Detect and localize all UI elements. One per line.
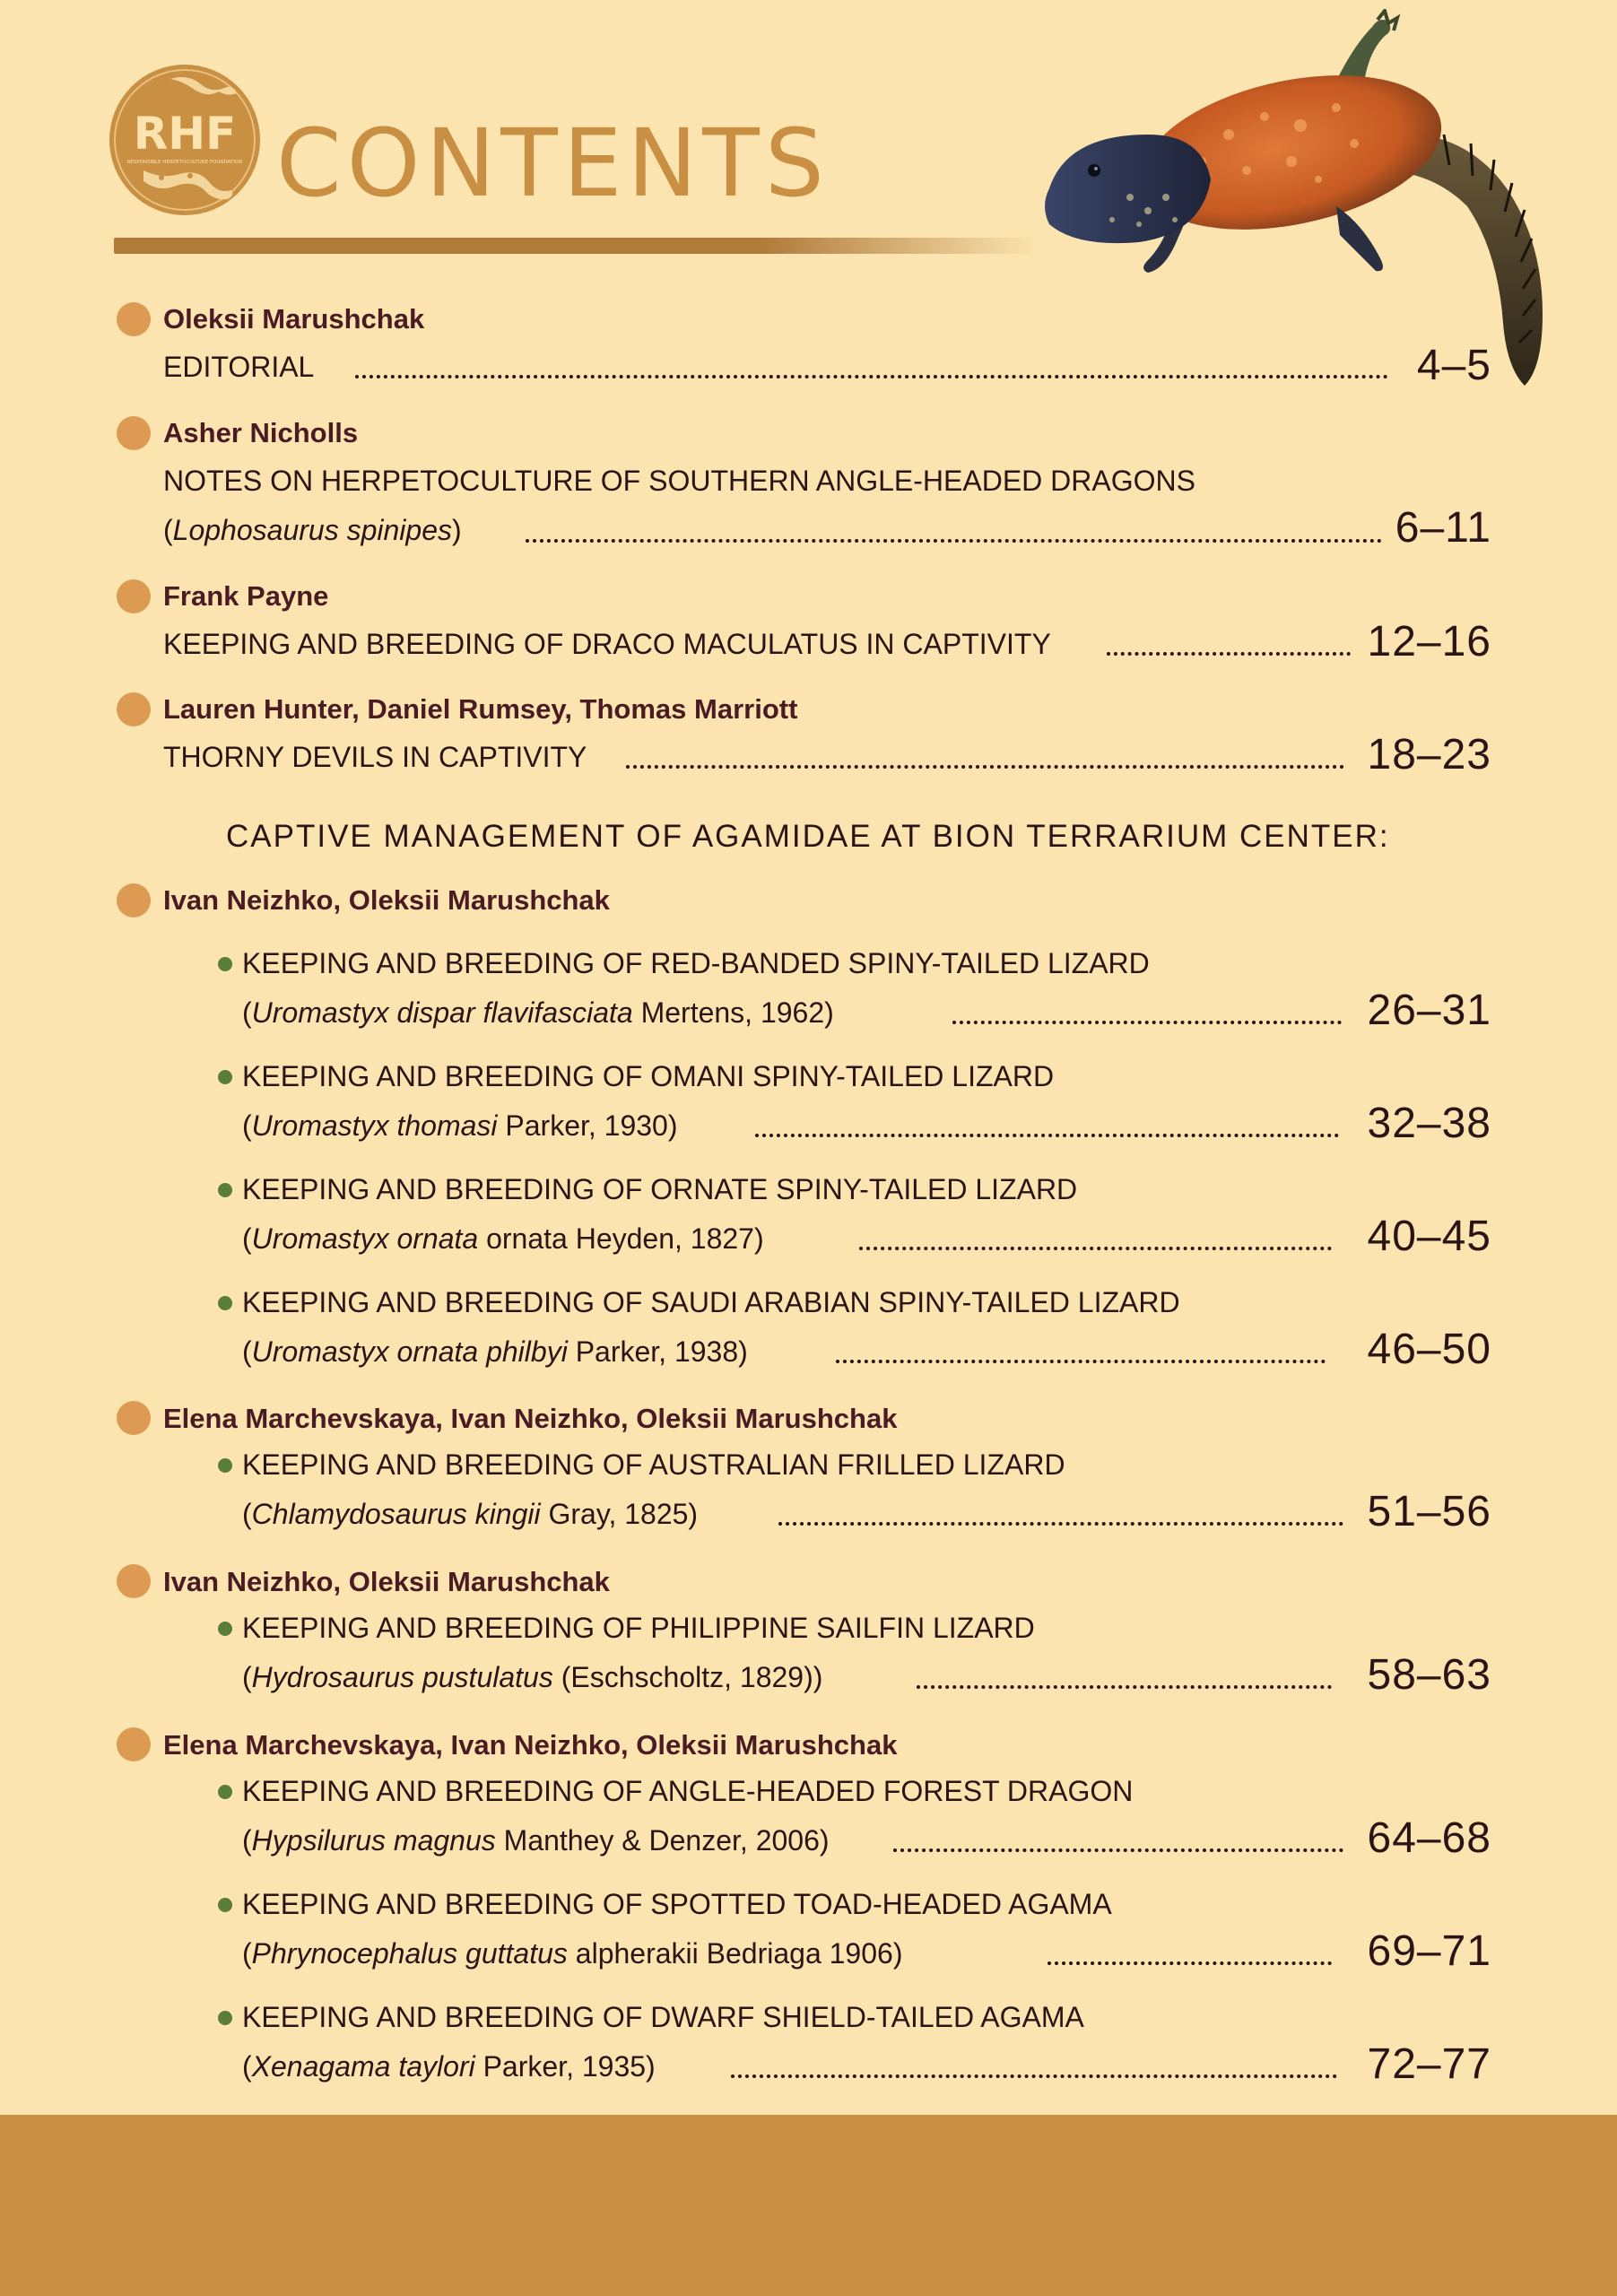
entry-author: Ivan Neizhko, Oleksii Marushchak <box>163 884 610 916</box>
section-heading: CAPTIVE MANAGEMENT OF AGAMIDAE AT BION TERRARIUM CENTER: <box>226 819 1390 854</box>
page-title: CONTENTS <box>276 109 830 218</box>
entry-pages: 4–5 <box>1416 342 1491 389</box>
entry-pages: 58–63 <box>1367 1651 1491 1699</box>
sub-bullet <box>218 1898 232 1912</box>
entry-title: KEEPING AND BREEDING OF AUSTRALIAN FRILLED LIZARD <box>242 1448 1065 1481</box>
entry-title: KEEPING AND BREEDING OF ORNATE SPINY-TAILED LIZARD <box>242 1173 1078 1205</box>
sub-bullet <box>218 957 232 971</box>
entry-species: (Hydrosaurus pustulatus (Eschscholtz, 1829)) <box>242 1661 823 1693</box>
leader-dots <box>1107 652 1351 656</box>
entry-author: Asher Nicholls <box>163 417 359 448</box>
entry-title: KEEPING AND BREEDING OF PHILIPPINE SAILFIN LIZARD <box>242 1612 1035 1644</box>
leader-dots <box>836 1360 1326 1363</box>
entry-bullet <box>117 579 151 613</box>
rhf-logo <box>108 63 262 217</box>
entry-title: KEEPING AND BREEDING OF DWARF SHIELD-TAILED AGAMA <box>242 2001 1084 2033</box>
entry-title: KEEPING AND BREEDING OF RED-BANDED SPINY-TAILED LIZARD <box>242 947 1150 979</box>
entry-author: Elena Marchevskaya, Ivan Neizhko, Oleksii Marushchak <box>163 1403 898 1434</box>
entry-pages: 26–31 <box>1367 987 1491 1034</box>
leader-dots <box>526 539 1382 543</box>
entry-title: KEEPING AND BREEDING OF ANGLE-HEADED FOREST DRAGON <box>242 1775 1134 1807</box>
entry-title: EDITORIAL <box>163 351 315 383</box>
entry-pages: 51–56 <box>1367 1488 1491 1535</box>
entry-bullet <box>117 692 151 726</box>
entry-species: (Xenagama taylori Parker, 1935) <box>242 2050 656 2083</box>
svg-text:RHF: RHF <box>133 108 237 160</box>
entry-species: (Phrynocephalus guttatus alpherakii Bedriaga 1906) <box>242 1937 903 1970</box>
entry-pages: 40–45 <box>1367 1213 1491 1260</box>
uromastyx-lizard-illustration <box>995 9 1617 389</box>
title-rule <box>114 238 1038 254</box>
sub-bullet <box>218 1070 232 1084</box>
entry-title: KEEPING AND BREEDING OF SAUDI ARABIAN SPINY-TAILED LIZARD <box>242 1286 1180 1318</box>
sub-bullet <box>218 1458 232 1473</box>
entry-author: Ivan Neizhko, Oleksii Marushchak <box>163 1566 610 1597</box>
sub-bullet <box>218 1183 232 1197</box>
entry-title: NOTES ON HERPETOCULTURE OF SOUTHERN ANGLE-HEADED DRAGONS <box>163 465 1195 497</box>
entry-species: (Uromastyx dispar flavifasciata Mertens, 1962) <box>242 996 834 1029</box>
entry-bullet <box>117 1401 151 1435</box>
entry-bullet <box>117 1564 151 1598</box>
entry-bullet <box>117 1727 151 1761</box>
leader-dots <box>952 1021 1342 1024</box>
entry-species: (Uromastyx thomasi Parker, 1930) <box>242 1109 678 1142</box>
entry-pages: 46–50 <box>1367 1326 1491 1373</box>
entry-title: KEEPING AND BREEDING OF DRACO MACULATUS IN CAPTIVITY <box>163 628 1051 660</box>
svg-text:RESPONSIBLE HERPETOCULTURE FOU: RESPONSIBLE HERPETOCULTURE FOUNDATION <box>126 160 243 165</box>
leader-dots <box>1048 1961 1332 1965</box>
footer-band <box>0 2115 1617 2296</box>
entry-author: Oleksii Marushchak <box>163 303 425 335</box>
entry-pages: 69–71 <box>1367 1927 1491 1975</box>
entry-bullet <box>117 416 151 450</box>
sub-bullet <box>218 1622 232 1636</box>
entry-title: KEEPING AND BREEDING OF OMANI SPINY-TAILED LIZARD <box>242 1060 1055 1092</box>
entry-pages: 6–11 <box>1395 504 1491 552</box>
leader-dots <box>731 2074 1337 2078</box>
leader-dots <box>355 375 1388 378</box>
leader-dots <box>778 1522 1343 1526</box>
entry-pages: 72–77 <box>1367 2040 1491 2088</box>
leader-dots <box>859 1247 1332 1250</box>
sub-bullet <box>218 1296 232 1310</box>
leader-dots <box>626 765 1344 769</box>
species-name: Lophosaurus spinipes <box>172 514 452 546</box>
entry-title-line2: (Lophosaurus spinipes) <box>163 514 462 546</box>
entry-bullet <box>117 302 151 336</box>
entry-species: (Hypsilurus magnus Manthey & Denzer, 2006) <box>242 1824 830 1857</box>
sub-bullet <box>218 1785 232 1799</box>
leader-dots <box>755 1134 1339 1137</box>
entry-title: THORNY DEVILS IN CAPTIVITY <box>163 741 587 773</box>
entry-pages: 64–68 <box>1367 1814 1491 1862</box>
sub-bullet <box>218 2011 232 2025</box>
entry-author: Elena Marchevskaya, Ivan Neizhko, Oleksii Marushchak <box>163 1729 898 1761</box>
entry-bullet <box>117 883 151 918</box>
entry-author: Lauren Hunter, Daniel Rumsey, Thomas Marriott <box>163 693 798 725</box>
entry-species: (Uromastyx ornata ornata Heyden, 1827) <box>242 1222 764 1255</box>
entry-pages: 18–23 <box>1367 731 1491 778</box>
entry-author: Frank Payne <box>163 580 329 612</box>
leader-dots <box>893 1848 1343 1852</box>
entry-species: (Chlamydosaurus kingii Gray, 1825) <box>242 1498 699 1530</box>
entry-pages: 12–16 <box>1367 618 1491 665</box>
entry-pages: 32–38 <box>1367 1100 1491 1147</box>
entry-species: (Uromastyx ornata philbyi Parker, 1938) <box>242 1335 748 1368</box>
leader-dots <box>917 1685 1332 1689</box>
entry-title: KEEPING AND BREEDING OF SPOTTED TOAD-HEADED AGAMA <box>242 1888 1112 1920</box>
